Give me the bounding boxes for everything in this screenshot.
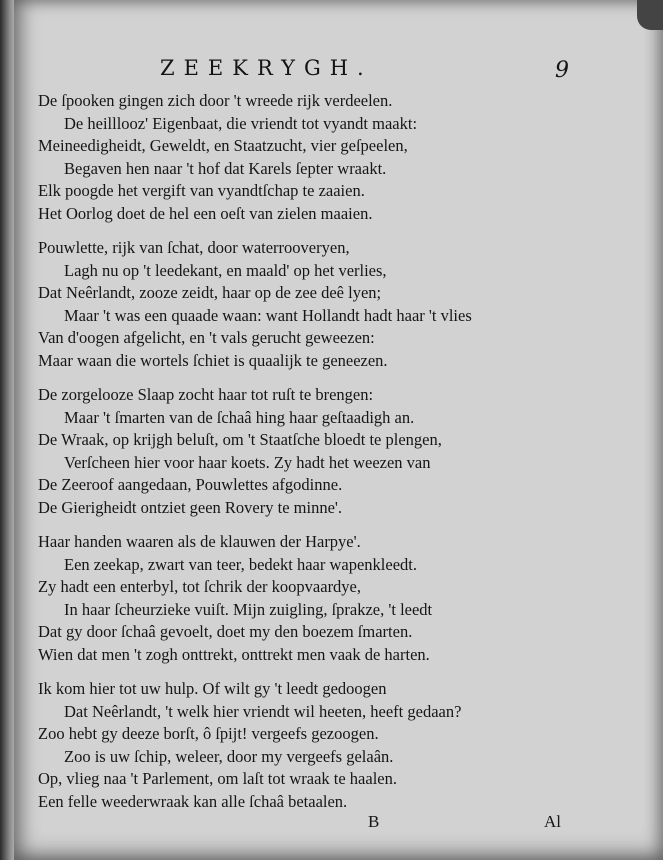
verse-line: Wien dat men 't zogh onttrekt, onttrekt men vaak de harten. (38, 644, 430, 664)
verse-line: Zy hadt een enterbyl, tot ſchrik der koopvaardye, (38, 577, 362, 596)
verse-line: Meineedigheidt, Geweldt, en Staatzucht, vier geſpeelen, (38, 136, 408, 155)
verse-line: In haar ſcheurzieke vuiſt. Mijn zuigling, ſprakze, 't leedt (64, 599, 433, 619)
stanza (38, 90, 638, 225)
page-corner-shadow (637, 0, 663, 30)
page-number: 9 (555, 58, 569, 83)
stanza (38, 384, 638, 519)
verse-line: De ſpooken gingen zich door 't wreede rijk verdeelen. (38, 91, 393, 110)
stanza (38, 237, 638, 372)
verse-line: Zoo is uw ſchip, weleer, door my vergeefs gelaân. (64, 746, 394, 766)
verse-line: Dat Neêrlandt, zooze zeidt, haar op de zee deê lyen; (38, 283, 382, 302)
stanza (38, 531, 638, 666)
verse-line: Pouwlette, rijk van ſchat, door waterrooveryen, (38, 238, 350, 257)
verse-line: Ik kom hier tot uw hulp. Of wilt gy 't leedt gedoogen (38, 679, 387, 698)
verse-line: Elk poogde het vergift van vyandtſchap te zaaien. (38, 181, 365, 200)
signature-mark: B (368, 812, 380, 831)
verse-line: Maar 't was een quaade waan: want Hollandt hadt haar 't vlies (64, 305, 472, 325)
verse-line: Lagh nu op 't leedekant, en maald' op het verlies, (64, 260, 387, 280)
verse-line: Verſcheen hier voor haar koets. Zy hadt het weezen van (64, 452, 431, 472)
verse-line: De Zeeroof aangedaan, Pouwlettes afgodinne. (38, 475, 343, 494)
stanza (38, 678, 638, 813)
verse-line: Haar handen waaren als de klauwen der Harpye'. (38, 532, 361, 551)
verse-line: Maar waan die wortels ſchiet is quaalijk te geneezen. (38, 350, 388, 370)
verse-line: De zorgelooze Slaap zocht haar tot ruſt te brengen: (38, 385, 374, 404)
verse-line: Zoo hebt gy deeze borſt, ô ſpijt! vergeefs gezoogen. (38, 724, 379, 743)
verse-line: De heilllooz' Eigenbaat, die vriendt tot vyandt maakt: (64, 113, 418, 133)
verse-line: Dat gy door ſchaâ gevoelt, doet my den boezem ſmarten. (38, 622, 413, 641)
verse-line: Van d'oogen afgelicht, en 't vals gerucht geweezen: (38, 328, 375, 347)
verse-line: De Gierigheidt ontziet geen Rovery te minne'. (38, 497, 343, 517)
verse-line: Een zeekap, zwart van teer, bedekt haar wapenkleedt. (64, 554, 417, 574)
running-title: ZEEKRYGH. (160, 56, 373, 80)
poem-body (38, 90, 638, 825)
verse-line: Een felle weederwraak kan alle ſchaâ betaalen. (38, 791, 348, 811)
verse-line: Op, vlieg naa 't Parlement, om laſt tot wraak te haalen. (38, 769, 397, 788)
verse-line: Dat Neêrlandt, 't welk hier vriendt wil heeten, heeft gedaan? (64, 701, 462, 721)
verse-line: Het Oorlog doet de hel een oeſt van zielen maaien. (38, 203, 373, 223)
verse-line: Begaven hen naar 't hof dat Karels ſepter wraakt. (64, 158, 387, 178)
catchword: Al (544, 812, 561, 831)
verse-line: De Wraak, op krijgh beluſt, om 't Staatſche bloedt te plengen, (38, 430, 442, 449)
verse-line: Maar 't ſmarten van de ſchaâ hing haar geſtaadigh an. (64, 407, 415, 427)
